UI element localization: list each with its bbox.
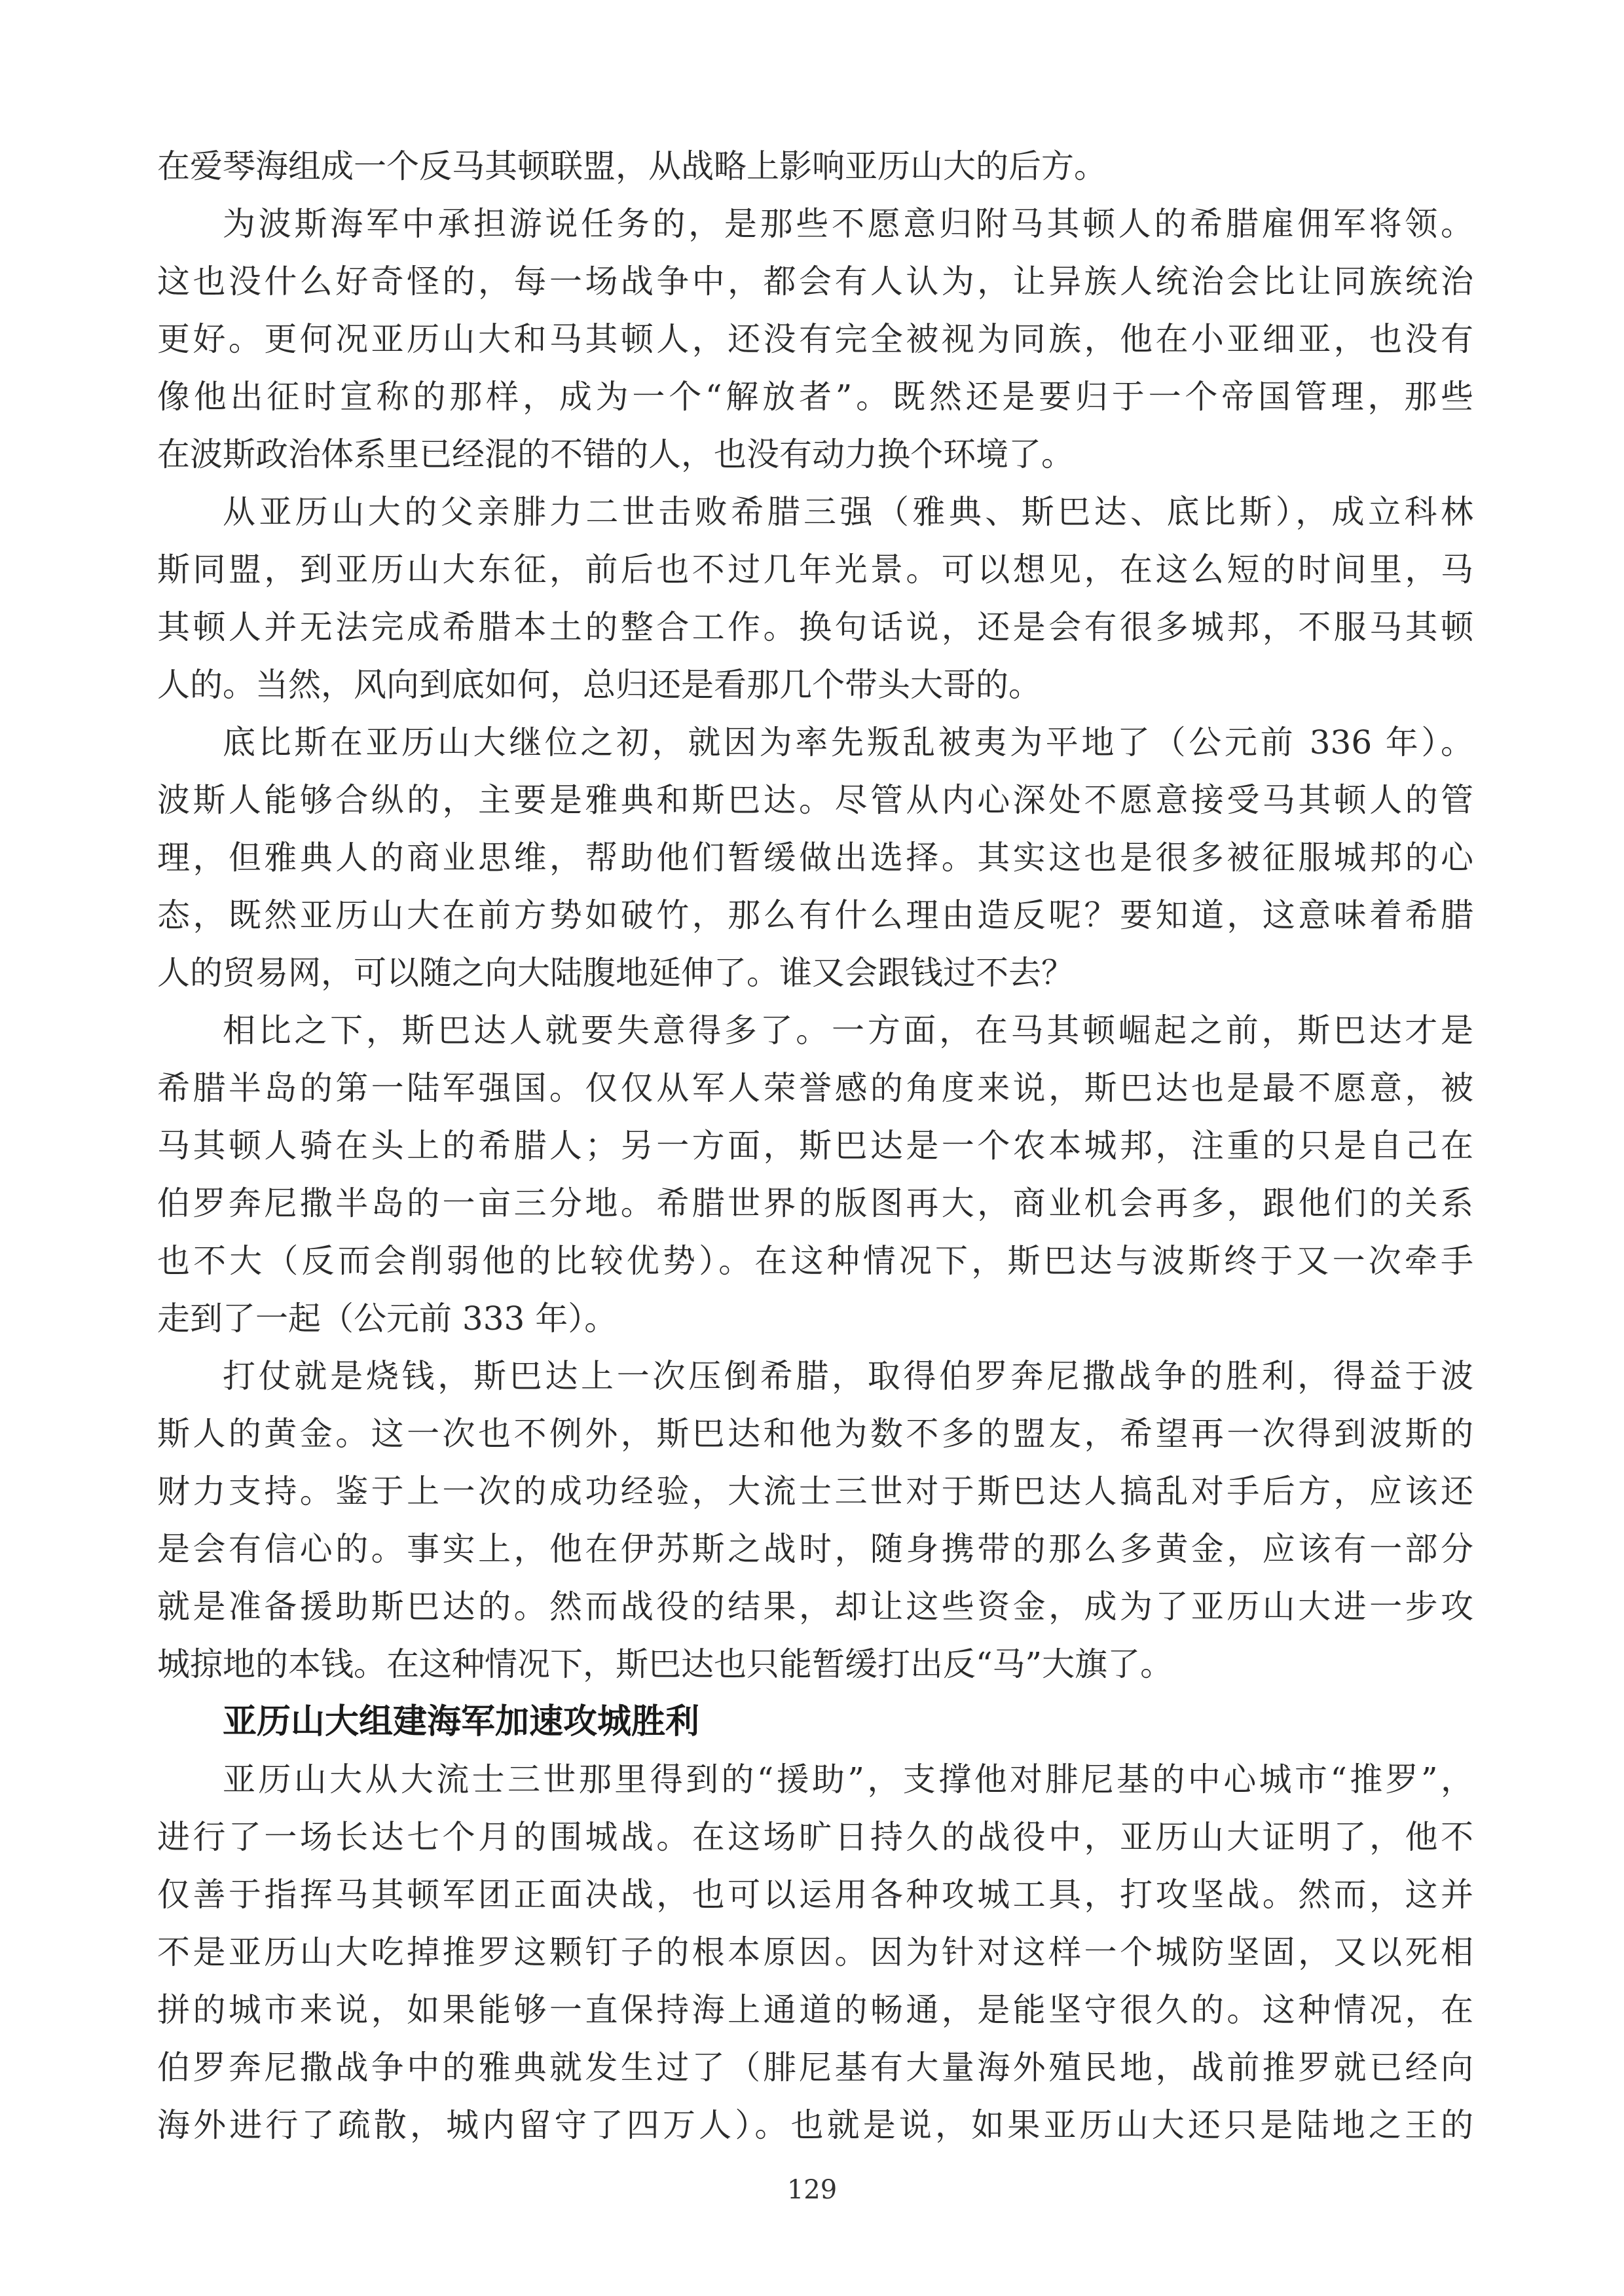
text-line: 伯罗奔尼撒半岛的一亩三分地。希腊世界的版图再大，商业机会再多，跟他们的关系: [157, 1184, 1473, 1222]
text-line: 底比斯在亚历山大继位之初，就因为率先叛乱被夷为平地了（公元前 336 年）。: [223, 723, 1473, 761]
text-line: 海外进行了疏散，城内留守了四万人）。也就是说，如果亚历山大还只是陆地之王的: [157, 2106, 1473, 2144]
text-line: 人的。当然，风向到底如何，总归还是看那几个带头大哥的。: [157, 666, 1041, 704]
text-line: 在爱琴海组成一个反马其顿联盟，从战略上影响亚历山大的后方。: [157, 147, 1107, 185]
text-line: 人的贸易网，可以随之向大陆腹地延伸了。谁又会跟钱过不去？: [157, 954, 1074, 992]
text-line: 波斯人能够合纵的，主要是雅典和斯巴达。尽管从内心深处不愿意接受马其顿人的管: [157, 781, 1473, 819]
text-line: 走到了一起（公元前 333 年）。: [157, 1300, 618, 1338]
text-line: 在波斯政治体系里已经混的不错的人，也没有动力换个环境了。: [157, 435, 1074, 473]
text-line: 为波斯海军中承担游说任务的，是那些不愿意归附马其顿人的希腊雇佣军将领。: [223, 205, 1473, 243]
text-line: 斯人的黄金。这一次也不例外，斯巴达和他为数不多的盟友，希望再一次得到波斯的: [157, 1415, 1473, 1453]
text-line: 就是准备援助斯巴达的。然而战役的结果，却让这些资金，成为了亚历山大进一步攻: [157, 1588, 1473, 1626]
text-line: 打仗就是烧钱，斯巴达上一次压倒希腊，取得伯罗奔尼撒战争的胜利，得益于波: [223, 1357, 1473, 1395]
text-line: 拼的城市来说，如果能够一直保持海上通道的畅通，是能坚守很久的。这种情况，在: [157, 1991, 1473, 2029]
text-line: 这也没什么好奇怪的，每一场战争中，都会有人认为，让异族人统治会比让同族统治: [157, 263, 1473, 301]
text-line: 其顿人并无法完成希腊本土的整合工作。换句话说，还是会有很多城邦，不服马其顿: [157, 608, 1473, 646]
text-line: 态，既然亚历山大在前方势如破竹，那么有什么理由造反呢？要知道，这意味着希腊: [157, 896, 1473, 934]
text-line: 亚历山大从大流士三世那里得到的“援助”，支撑他对腓尼基的中心城市“推罗”，: [223, 1760, 1473, 1798]
page-number: 129: [786, 2175, 838, 2205]
text-line: 不是亚历山大吃掉推罗这颗钉子的根本原因。因为针对这样一个城防坚固，又以死相: [157, 1933, 1473, 1971]
text-line: 伯罗奔尼撒战争中的雅典就发生过了（腓尼基有大量海外殖民地，战前推罗就已经向: [157, 2049, 1473, 2086]
text-line: 从亚历山大的父亲腓力二世击败希腊三强（雅典、斯巴达、底比斯），成立科林: [223, 493, 1473, 531]
text-line: 城掠地的本钱。在这种情况下，斯巴达也只能暂缓打出反“马”大旗了。: [157, 1645, 1173, 1683]
text-line: 斯同盟，到亚历山大东征，前后也不过几年光景。可以想见，在这么短的时间里，马: [157, 551, 1473, 589]
text-line: 像他出征时宣称的那样，成为一个“解放者”。既然还是要归于一个帝国管理，那些: [157, 378, 1473, 416]
text-line: 相比之下，斯巴达人就要失意得多了。一方面，在马其顿崛起之前，斯巴达才是: [223, 1011, 1473, 1049]
text-line: 仅善于指挥马其顿军团正面决战，也可以运用各种攻城工具，打攻坚战。然而，这并: [157, 1876, 1473, 1914]
text-line: 财力支持。鉴于上一次的成功经验，大流士三世对于斯巴达人搞乱对手后方，应该还: [157, 1472, 1473, 1510]
text-line: 进行了一场长达七个月的围城战。在这场旷日持久的战役中，亚历山大证明了，他不: [157, 1818, 1473, 1856]
text-line: 希腊半岛的第一陆军强国。仅仅从军人荣誉感的角度来说，斯巴达也是最不愿意，被: [157, 1069, 1473, 1107]
text-line: 是会有信心的。事实上，他在伊苏斯之战时，随身携带的那么多黄金，应该有一部分: [157, 1530, 1473, 1568]
section-heading: 亚历山大组建海军加速攻城胜利: [223, 1702, 700, 1741]
page-body: [157, 137, 1473, 2154]
text-line: 马其顿人骑在头上的希腊人；另一方面，斯巴达是一个农本城邦，注重的只是自己在: [157, 1127, 1473, 1165]
text-line: 也不大（反而会削弱他的比较优势）。在这种情况下，斯巴达与波斯终于又一次牵手: [157, 1242, 1473, 1280]
text-line: 理，但雅典人的商业思维，帮助他们暂缓做出选择。其实这也是很多被征服城邦的心: [157, 839, 1473, 877]
text-line: 更好。更何况亚历山大和马其顿人，还没有完全被视为同族，他在小亚细亚，也没有: [157, 320, 1473, 358]
